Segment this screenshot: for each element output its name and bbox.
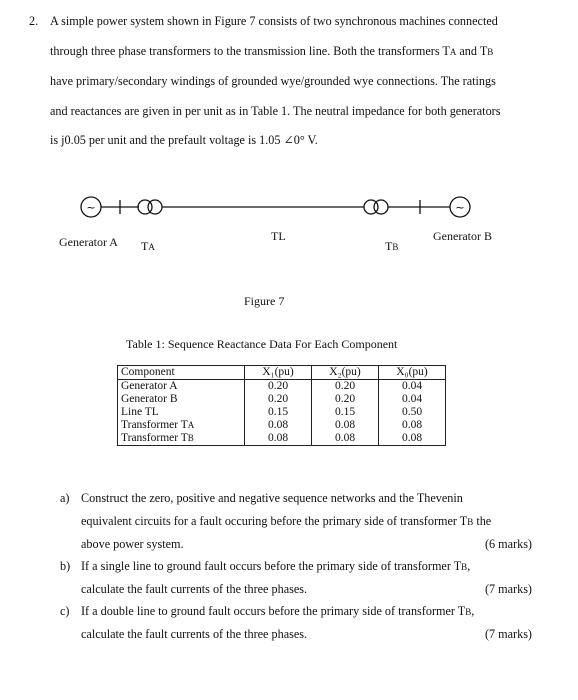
part-a-line-1: Construct the zero, positive and negative sequence networks and the Thevenin: [81, 491, 463, 505]
question-text-line-1: A simple power system shown in Figure 7 consists of two synchronous machines connected: [50, 14, 498, 28]
part-b-line-1-end: ,: [467, 559, 471, 573]
ta-subscript: A: [449, 47, 457, 57]
table-row: [118, 393, 446, 406]
table-cell: 0.08: [312, 432, 379, 446]
table-cell: Line TL: [118, 406, 245, 419]
reactance-table: [117, 365, 446, 446]
generator-b-sine-icon: ~: [455, 201, 465, 214]
table-cell: 0.50: [379, 406, 446, 419]
header-x2: X₂(pu): [312, 366, 379, 380]
single-line-diagram: [0, 0, 578, 300]
part-a-line-3: above power system.: [81, 537, 184, 551]
part-a-line-2-end: the: [473, 514, 492, 528]
table-cell: 0.20: [312, 393, 379, 406]
tb-main: T: [385, 239, 393, 253]
table-cell: 0.15: [245, 406, 312, 419]
question-text-line-3: have primary/secondary windings of grounded wye/grounded wye connections. The ratings: [50, 74, 496, 88]
table-cell: 0.08: [312, 419, 379, 432]
part-a-label: a): [60, 491, 70, 505]
part-b-sub: B: [461, 562, 468, 572]
table-cell: 0.20: [245, 380, 312, 394]
question-text-line-5: is j0.05 per unit and the prefault voltage is 1.05 ∠0° V.: [50, 133, 318, 147]
question-number: 2.: [29, 14, 39, 28]
line2-mid: and T: [456, 44, 488, 58]
cell-sub: B: [187, 433, 194, 443]
part-a-line-2-text: equivalent circuits for a fault occuring before the primary side of transformer T: [81, 514, 468, 528]
table-cell: 0.08: [379, 419, 446, 432]
part-c-sub: B: [465, 607, 472, 617]
line2-text: through three phase transformers to the transmission line. Both the transformers T: [50, 44, 450, 58]
part-a-marks: (6 marks): [484, 537, 532, 551]
generator-a-sine-icon: ~: [86, 201, 96, 214]
part-b-line-1-text: If a single line to ground fault occurs before the primary side of transformer T: [81, 559, 462, 573]
generator-b-label: Generator B: [433, 229, 492, 243]
part-b-line-2: calculate the fault currents of the three phases.: [81, 582, 308, 596]
transformer-b-label: [385, 239, 398, 254]
cell-text: Transformer T: [121, 419, 188, 431]
table-cell: 0.08: [379, 432, 446, 446]
table-cell: 0.04: [379, 380, 446, 394]
part-b-line-1: [81, 559, 470, 574]
tb-subscript: B: [487, 47, 494, 57]
part-c-line-1-text: If a double line to ground fault occurs before the primary side of transformer T: [81, 604, 466, 618]
table-cell: 0.08: [245, 432, 312, 446]
table-cell: 0.08: [245, 419, 312, 432]
table-cell: 0.20: [312, 380, 379, 394]
part-c-marks: (7 marks): [484, 627, 532, 641]
generator-a-label: Generator A: [59, 235, 118, 249]
part-a-line-2: [81, 514, 491, 529]
header-x1: X₁(pu): [245, 366, 312, 380]
tb-sub: B: [392, 242, 399, 252]
part-b-label: b): [60, 559, 71, 573]
table-row: [118, 419, 446, 432]
table-cell: [118, 419, 245, 432]
cell-sub: A: [187, 420, 195, 430]
header-x0: X₀(pu): [379, 366, 446, 380]
table-row: [118, 406, 446, 419]
part-a-sub: B: [467, 517, 474, 527]
table-cell: 0.04: [379, 393, 446, 406]
question-text-line-4: and reactances are given in per unit as in Table 1. The neutral impedance for both generators: [50, 104, 501, 118]
part-b-marks: (7 marks): [484, 582, 532, 596]
table-header-row: [118, 366, 446, 380]
transformer-a-secondary-coil: [148, 200, 162, 214]
transmission-line-label: TL: [271, 229, 286, 243]
ta-main: T: [141, 239, 149, 253]
part-c-label: c): [60, 604, 70, 618]
table-cell: [118, 432, 245, 446]
transformer-b-secondary-coil: [374, 200, 388, 214]
cell-text: Transformer T: [121, 432, 188, 444]
figure-caption: Figure 7: [244, 294, 285, 308]
part-c-line-1-end: ,: [471, 604, 475, 618]
part-c-line-2: calculate the fault currents of the three phases.: [81, 627, 308, 641]
table-caption: Table 1: Sequence Reactance Data For Each Component: [126, 337, 398, 351]
ta-sub: A: [148, 242, 155, 252]
table-cell: Generator B: [118, 393, 245, 406]
table-cell: Generator A: [118, 380, 245, 394]
transformer-a-label: [141, 239, 155, 254]
table-cell: 0.15: [312, 406, 379, 419]
header-component: Component: [118, 366, 245, 380]
table-row: [118, 380, 446, 394]
table-row: [118, 432, 446, 446]
part-c-line-1: [81, 604, 474, 619]
table-cell: 0.20: [245, 393, 312, 406]
